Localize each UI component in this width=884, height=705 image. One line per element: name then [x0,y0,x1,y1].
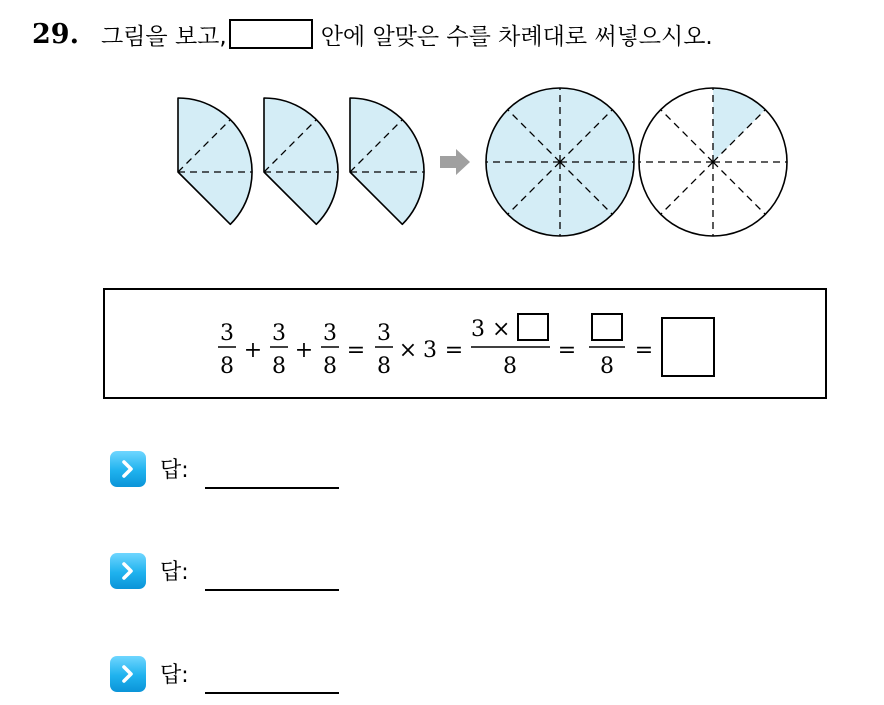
answer-arrow-icon [110,656,146,692]
circle-divider [661,162,713,214]
eq-blank-final[interactable] [662,318,714,376]
answer-line-3[interactable] [205,656,339,694]
prompt-blank-box [229,19,313,49]
eq-equals-2: = [444,338,464,363]
fraction-figure [160,86,800,246]
eq-frac5-den: 8 [503,354,517,379]
answer-line-1[interactable] [205,451,339,489]
eq-frac4-den: 8 [377,354,391,379]
circle-divider [713,162,765,214]
question-number: 29. [32,18,79,50]
answer-label: 답: [160,458,189,483]
answer-row-3 [110,656,339,698]
answer-line-2[interactable] [205,553,339,591]
question-prompt-end: 안에 알맞은 수를 차례대로 써넣으시오. [320,23,713,50]
eq-multiplier: 3 [423,338,437,363]
answer-row-1 [110,451,339,493]
eq-frac3-den: 8 [323,354,337,379]
answer-arrow-icon [110,451,146,487]
eq-blank-2[interactable] [592,314,622,340]
eq-blank-1[interactable] [518,314,548,340]
eq-frac5-num-prefix: 3 × [471,317,511,342]
eq-equals-4: = [634,338,654,363]
circle-divider [661,110,713,162]
answer-arrow-icon [110,553,146,589]
equation [105,290,829,401]
eq-equals-1: = [346,338,366,363]
circle-shaded-sector [713,88,765,162]
eq-frac1-num: 3 [220,321,234,346]
question-prompt-start: 그림을 보고, [100,23,227,50]
answer-label: 답: [160,560,189,585]
eq-frac3-num: 3 [323,321,337,346]
right-arrow-icon [440,149,470,175]
eq-frac4-num: 3 [377,321,391,346]
eq-equals-3: = [557,338,577,363]
answer-row-2 [110,553,339,595]
equation-box [103,288,827,399]
eq-frac6-den: 8 [600,354,614,379]
eq-frac1-den: 8 [220,354,234,379]
eq-plus-1: + [243,338,263,363]
eq-plus-2: + [294,338,314,363]
eq-frac2-num: 3 [272,321,286,346]
eq-frac2-den: 8 [272,354,286,379]
question-header [32,14,713,54]
answer-label: 답: [160,663,189,688]
eq-times: × [398,338,418,363]
